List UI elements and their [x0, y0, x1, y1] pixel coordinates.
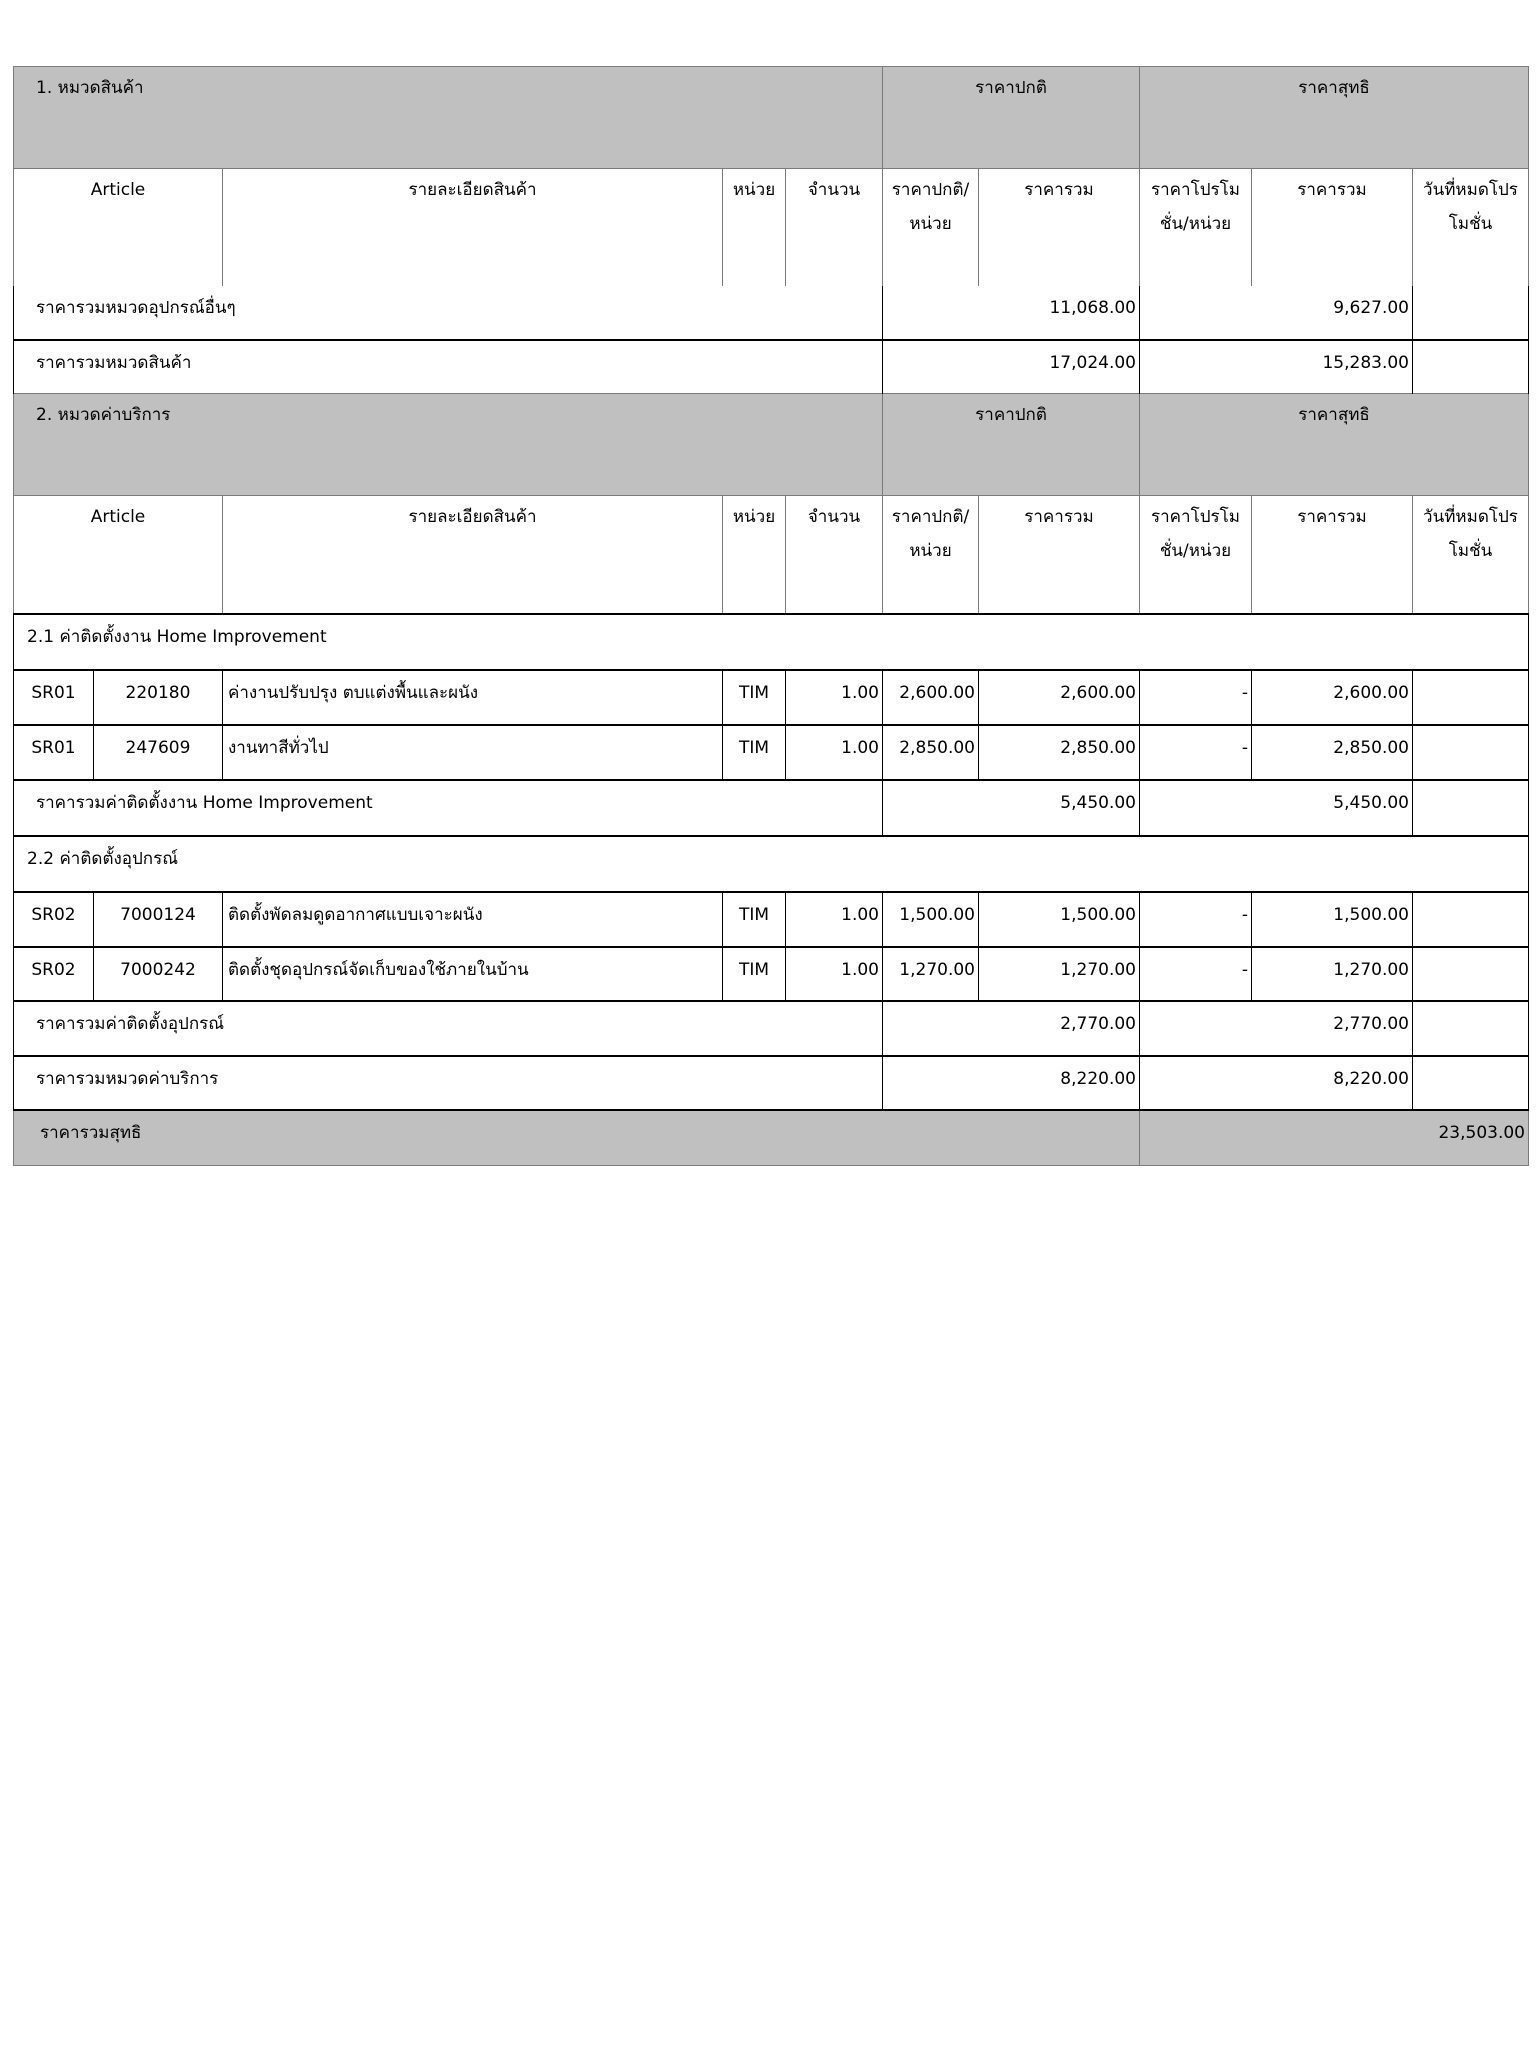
item-code: SR01 — [14, 670, 94, 725]
line-item-row — [14, 892, 1529, 947]
subsection-2-2-subtotal-row — [14, 1001, 1529, 1056]
col-unit: หน่วย — [723, 496, 786, 615]
col-total: ราคารวม — [979, 169, 1140, 287]
group-header-normal: ราคาปกติ — [883, 394, 1140, 496]
subtotal-label: ราคารวมหมวดอุปกรณ์อื่นๆ — [14, 286, 883, 340]
line-item-row — [14, 670, 1529, 725]
item-code: SR02 — [14, 892, 94, 947]
item-article: 220180 — [94, 670, 223, 725]
section2-header-row — [14, 394, 1529, 496]
quotation-table — [13, 66, 1529, 1166]
item-total: 1,500.00 — [979, 892, 1140, 947]
subsection-2-2-title-row — [14, 836, 1529, 892]
item-unit: TIM — [723, 725, 786, 780]
subsection-2-2-title: 2.2 ค่าติดตั้งอุปกรณ์ — [14, 836, 1529, 892]
section2-total-row — [14, 1056, 1529, 1110]
group-header-net: ราคาสุทธิ — [1140, 67, 1529, 169]
grand-total-row — [14, 1110, 1529, 1166]
col-net-total: ราคารวม — [1252, 169, 1413, 287]
subtotal-normal: 2,770.00 — [883, 1001, 1140, 1056]
subsection-2-1-subtotal-row — [14, 780, 1529, 836]
section2-total-promo-end — [1413, 1056, 1529, 1110]
section1-total-net: 15,283.00 — [1140, 340, 1413, 394]
item-net: 1,270.00 — [1252, 947, 1413, 1001]
item-promo: - — [1140, 670, 1252, 725]
item-total: 2,600.00 — [979, 670, 1140, 725]
col-qty: จำนวน — [786, 496, 883, 615]
item-article: 247609 — [94, 725, 223, 780]
col-qty: จำนวน — [786, 169, 883, 287]
subtotal-label: ราคารวมค่าติดตั้งงาน Home Improvement — [14, 780, 883, 836]
item-description: ติดตั้งชุดอุปกรณ์จัดเก็บของใช้ภายในบ้าน — [223, 947, 723, 1001]
subtotal-net: 9,627.00 — [1140, 286, 1413, 340]
col-description: รายละเอียดสินค้า — [223, 496, 723, 615]
subtotal-normal: 11,068.00 — [883, 286, 1140, 340]
subtotal-normal: 5,450.00 — [883, 780, 1140, 836]
item-promo-end — [1413, 892, 1529, 947]
item-description: ค่างานปรับปรุง ตบแต่งพื้นและผนัง — [223, 670, 723, 725]
item-qty: 1.00 — [786, 892, 883, 947]
group-header-normal: ราคาปกติ — [883, 67, 1140, 169]
section1-total-normal: 17,024.00 — [883, 340, 1140, 394]
item-promo: - — [1140, 947, 1252, 1001]
item-total: 2,850.00 — [979, 725, 1140, 780]
line-item-row — [14, 947, 1529, 1001]
item-qty: 1.00 — [786, 670, 883, 725]
subtotal-label: ราคารวมค่าติดตั้งอุปกรณ์ — [14, 1001, 883, 1056]
item-article: 7000124 — [94, 892, 223, 947]
section1-header-row — [14, 67, 1529, 169]
item-promo-end — [1413, 947, 1529, 1001]
item-net: 2,600.00 — [1252, 670, 1413, 725]
section2-title: 2. หมวดค่าบริการ — [14, 394, 883, 496]
item-price-unit: 2,850.00 — [883, 725, 979, 780]
item-description: งานทาสีทั่วไป — [223, 725, 723, 780]
item-net: 2,850.00 — [1252, 725, 1413, 780]
other-equipment-subtotal-row — [14, 286, 1529, 340]
item-code: SR02 — [14, 947, 94, 1001]
section1-total-promo-end — [1413, 340, 1529, 394]
grand-total-label: ราคารวมสุทธิ — [14, 1110, 1140, 1166]
column-header-row — [14, 169, 1529, 287]
column-header-row — [14, 496, 1529, 615]
section2-total-normal: 8,220.00 — [883, 1056, 1140, 1110]
subtotal-net: 2,770.00 — [1140, 1001, 1413, 1056]
col-promo-end: วันที่หมดโปรโมชั่น — [1413, 496, 1529, 615]
item-qty: 1.00 — [786, 725, 883, 780]
item-description: ติดตั้งพัดลมดูดอากาศแบบเจาะผนัง — [223, 892, 723, 947]
col-promo-end: วันที่หมดโปรโมชั่น — [1413, 169, 1529, 287]
col-article: Article — [14, 169, 223, 287]
col-promo-price-unit: ราคาโปรโมชั่น/หน่วย — [1140, 169, 1252, 287]
subsection-2-1-title-row — [14, 614, 1529, 670]
col-normal-price-unit: ราคาปกติ/หน่วย — [883, 169, 979, 287]
section1-total-row — [14, 340, 1529, 394]
subtotal-net: 5,450.00 — [1140, 780, 1413, 836]
item-unit: TIM — [723, 947, 786, 1001]
subtotal-promo-end — [1413, 780, 1529, 836]
item-unit: TIM — [723, 670, 786, 725]
line-item-row — [14, 725, 1529, 780]
item-code: SR01 — [14, 725, 94, 780]
item-article: 7000242 — [94, 947, 223, 1001]
item-promo: - — [1140, 725, 1252, 780]
col-normal-price-unit: ราคาปกติ/หน่วย — [883, 496, 979, 615]
item-net: 1,500.00 — [1252, 892, 1413, 947]
col-unit: หน่วย — [723, 169, 786, 287]
col-net-total: ราคารวม — [1252, 496, 1413, 615]
section2-total-net: 8,220.00 — [1140, 1056, 1413, 1110]
section2-total-label: ราคารวมหมวดค่าบริการ — [14, 1056, 883, 1110]
item-promo: - — [1140, 892, 1252, 947]
item-total: 1,270.00 — [979, 947, 1140, 1001]
item-qty: 1.00 — [786, 947, 883, 1001]
col-description: รายละเอียดสินค้า — [223, 169, 723, 287]
col-promo-price-unit: ราคาโปรโมชั่น/หน่วย — [1140, 496, 1252, 615]
item-unit: TIM — [723, 892, 786, 947]
col-article: Article — [14, 496, 223, 615]
section1-total-label: ราคารวมหมวดสินค้า — [14, 340, 883, 394]
col-total: ราคารวม — [979, 496, 1140, 615]
item-promo-end — [1413, 725, 1529, 780]
section1-title: 1. หมวดสินค้า — [14, 67, 883, 169]
item-price-unit: 1,270.00 — [883, 947, 979, 1001]
subtotal-promo-end — [1413, 286, 1529, 340]
group-header-net: ราคาสุทธิ — [1140, 394, 1529, 496]
grand-total-value: 23,503.00 — [1140, 1110, 1529, 1166]
subtotal-promo-end — [1413, 1001, 1529, 1056]
item-promo-end — [1413, 670, 1529, 725]
item-price-unit: 2,600.00 — [883, 670, 979, 725]
item-price-unit: 1,500.00 — [883, 892, 979, 947]
subsection-2-1-title: 2.1 ค่าติดตั้งงาน Home Improvement — [14, 614, 1529, 670]
